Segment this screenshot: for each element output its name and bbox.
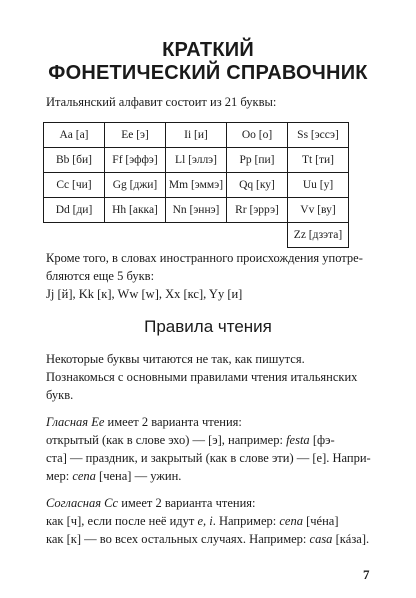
empty-cell: [166, 223, 227, 248]
empty-cell: [105, 223, 166, 248]
foreign-letters-line-1: Кроме того, в словах иностранного происхождения употре-: [46, 251, 363, 265]
letter-cell: Dd [ди]: [44, 198, 105, 223]
alphabet-table: [43, 122, 349, 248]
letter-cell: Ee [э]: [105, 123, 166, 148]
vowel-e-line-1: открытый (как в слове эхо) — [э], например: festa [фэ-: [46, 433, 335, 447]
letter-cell: Hh [акка]: [105, 198, 166, 223]
table-row: [44, 173, 349, 198]
empty-cell: [227, 223, 288, 248]
page-title-line-1: КРАТКИЙ: [162, 39, 254, 61]
letter-cell: Ff [эффэ]: [105, 148, 166, 173]
letter-cell: Nn [эннэ]: [166, 198, 227, 223]
vowel-e-line-3: мер: cena [чена] — ужин.: [46, 469, 182, 483]
foreign-letters-list: Jj [й], Kk [к], Ww [w], Xx [кс], Yy [и]: [46, 287, 243, 301]
letter-cell: Ii [и]: [166, 123, 227, 148]
page-number: 7: [363, 567, 370, 582]
consonant-c-heading: Согласная Cc имеет 2 варианта чтения:: [46, 496, 256, 510]
letter-cell: Qq [ку]: [227, 173, 288, 198]
vowel-e-heading: Гласная Ee имеет 2 варианта чтения:: [46, 415, 242, 429]
letter-cell: Cc [чи]: [44, 173, 105, 198]
paragraph-2-line-2: букв.: [46, 388, 74, 402]
letter-cell: Mm [эммэ]: [166, 173, 227, 198]
letter-cell: Pp [пи]: [227, 148, 288, 173]
letter-cell: Gg [джи]: [105, 173, 166, 198]
letter-cell: Zz [дзэта]: [288, 223, 349, 248]
paragraph-1: Некоторые буквы читаются не так, как пишутся.: [46, 352, 305, 366]
table-row: [44, 123, 349, 148]
section-title: Правила чтения: [144, 317, 272, 336]
table-row: [44, 148, 349, 173]
letter-cell: Tt [ти]: [288, 148, 349, 173]
table-row: [44, 223, 349, 248]
letter-cell: Uu [у]: [288, 173, 349, 198]
consonant-c-line-2: как [к] — во всех остальных случаях. Например: casa [кáза].: [46, 532, 370, 546]
letter-cell: Ll [эллэ]: [166, 148, 227, 173]
letter-cell: Rr [эррэ]: [227, 198, 288, 223]
consonant-c-line-1: как [ч], если после неё идут e, i. Например: cena [чéна]: [46, 514, 339, 528]
empty-cell: [44, 223, 105, 248]
table-row: [44, 198, 349, 223]
vowel-e-label: Гласная Ee: [46, 415, 105, 429]
paragraph-2-line-1: Познакомься с основными правилами чтения итальянских: [46, 370, 358, 384]
consonant-c-label: Согласная Cc: [46, 496, 119, 510]
letter-cell: Ss [эссэ]: [288, 123, 349, 148]
vowel-e-line-2: ста] — праздник, и закрытый (как в слове эти) — [е]. Напри-: [46, 451, 371, 465]
letter-cell: Aa [а]: [44, 123, 105, 148]
page-title-line-2: ФОНЕТИЧЕСКИЙ СПРАВОЧНИК: [48, 62, 368, 84]
foreign-letters-line-2: бляются еще 5 букв:: [46, 269, 155, 283]
alphabet-intro: Итальянский алфавит состоит из 21 буквы:: [46, 95, 277, 109]
letter-cell: Oo [о]: [227, 123, 288, 148]
letter-cell: Vv [ву]: [288, 198, 349, 223]
letter-cell: Bb [би]: [44, 148, 105, 173]
